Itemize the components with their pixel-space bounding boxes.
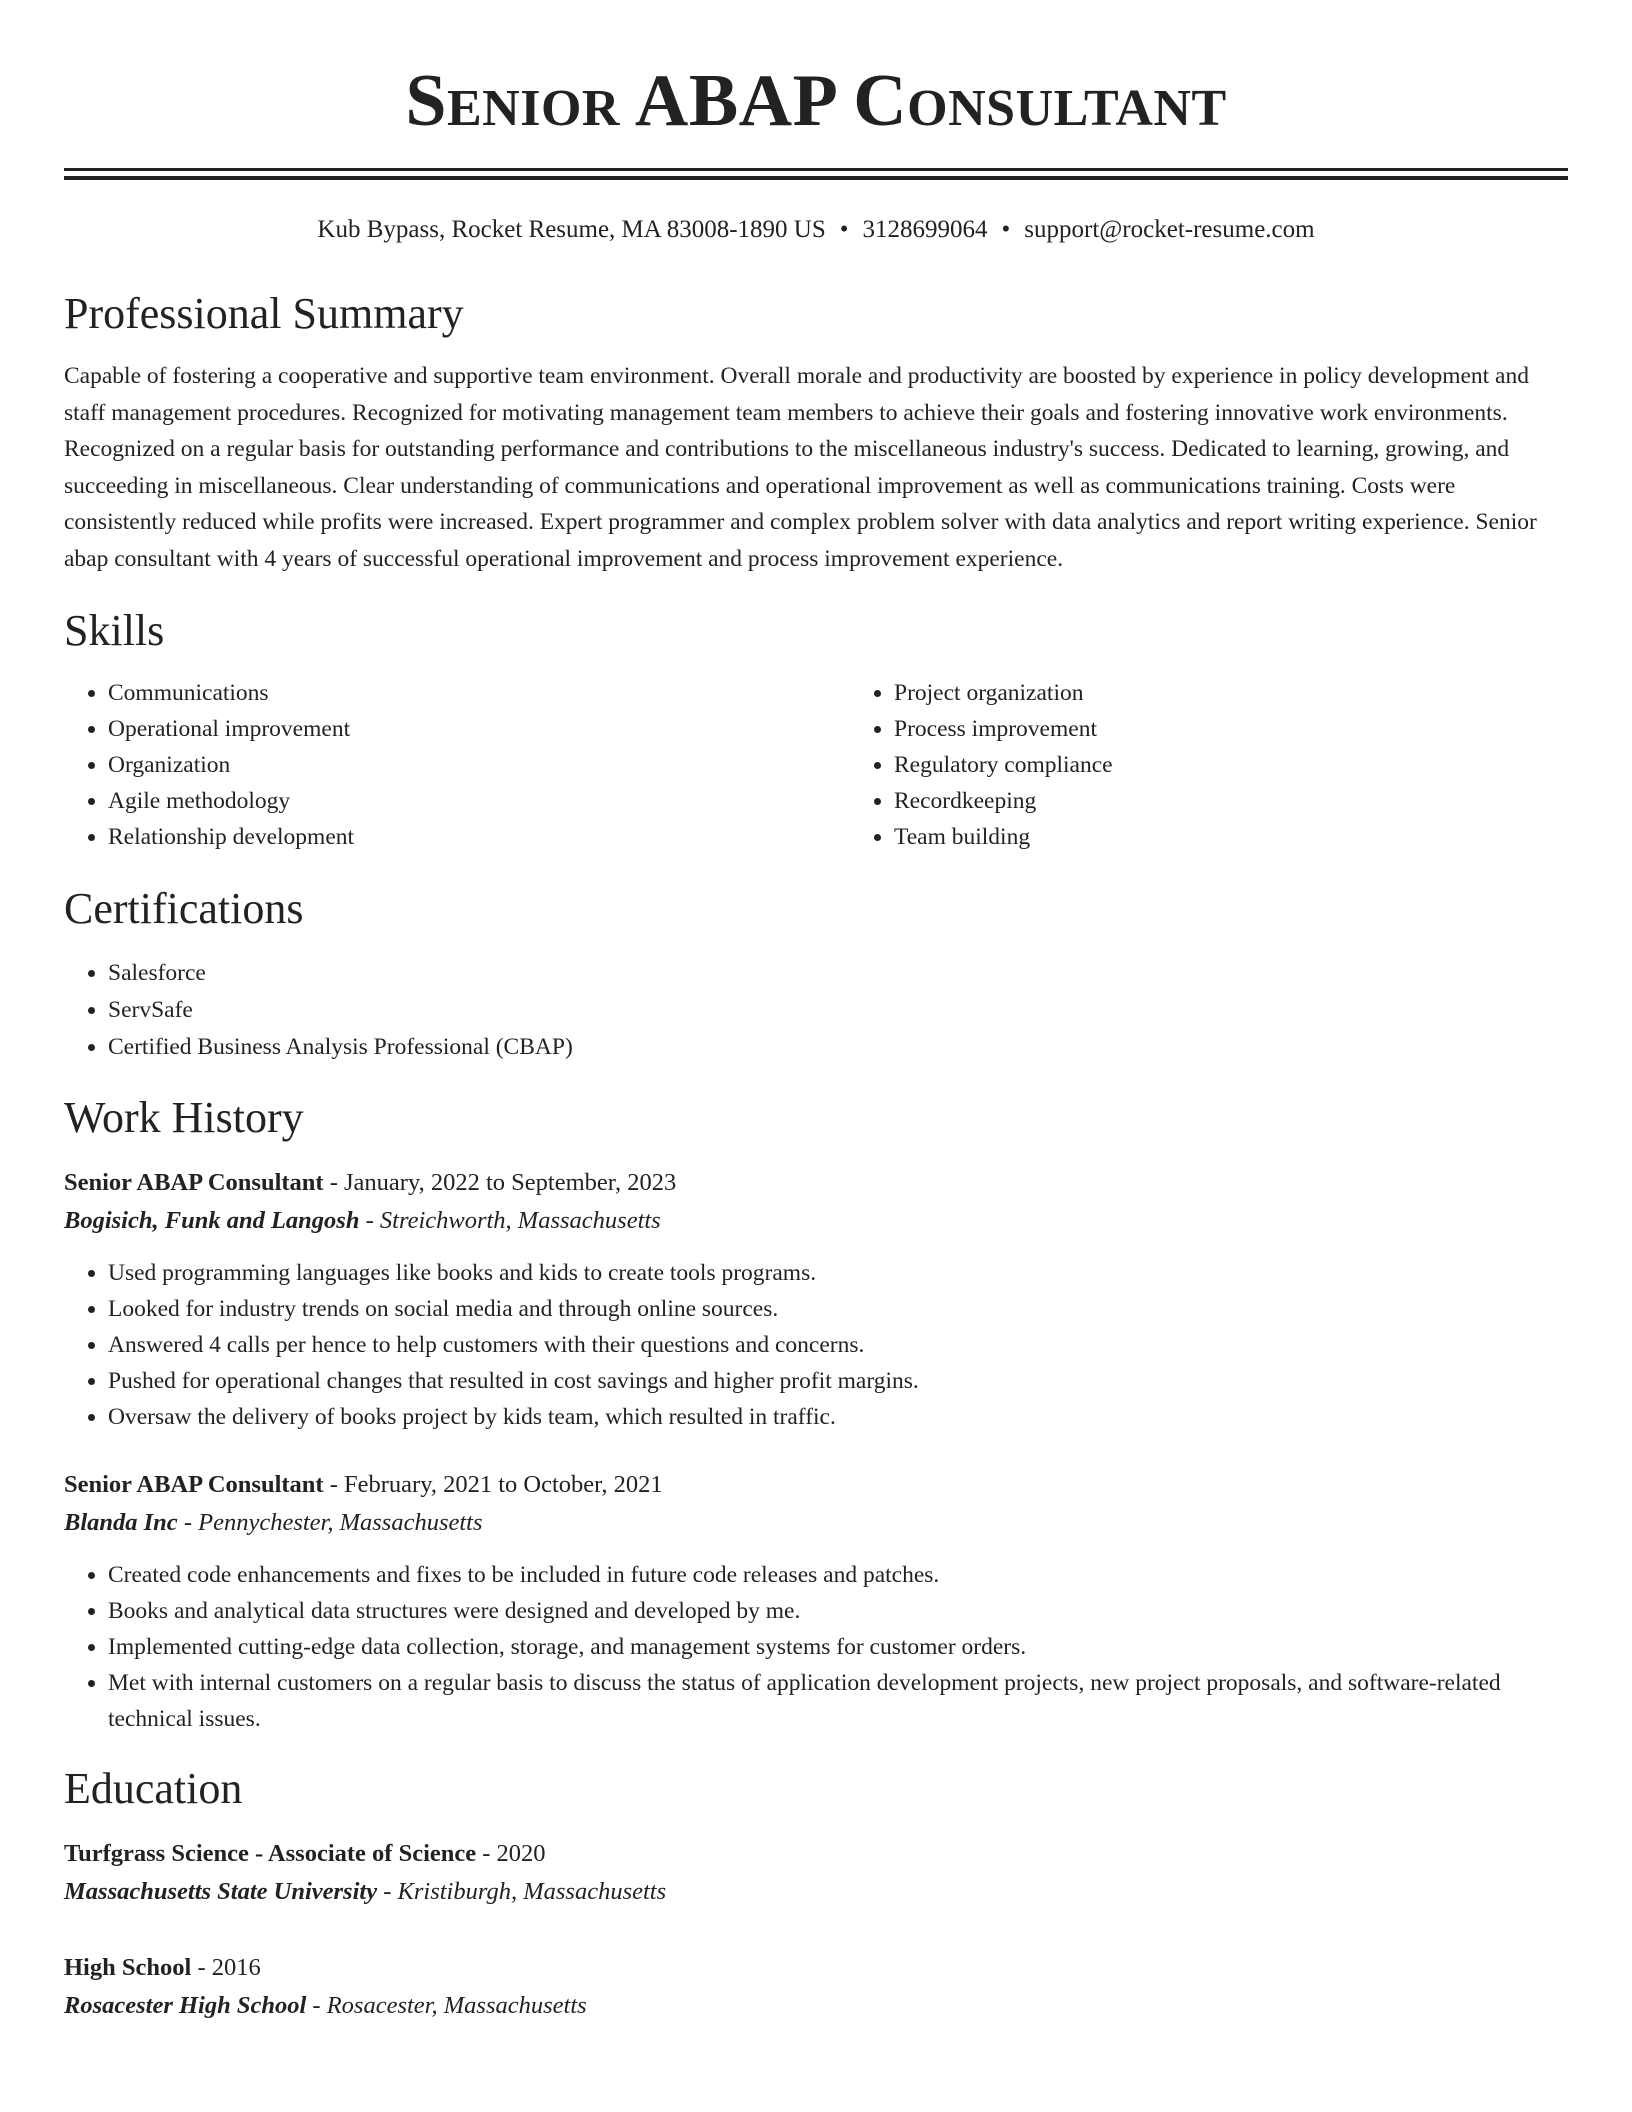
job-title: Senior ABAP Consultant <box>64 1169 324 1196</box>
contact-separator: • <box>839 216 849 243</box>
certifications-list <box>64 955 1568 1066</box>
job-dates: January, 2022 to September, 2023 <box>344 1169 677 1196</box>
contact-separator: • <box>1001 216 1011 243</box>
skills-heading: Skills <box>64 606 165 655</box>
job-company: Bogisich, Funk and Langosh <box>64 1207 360 1234</box>
dash: - <box>323 1471 345 1498</box>
skill-item: • Agile methodology <box>108 783 850 819</box>
education-degree-line <box>64 1950 1568 1986</box>
skill-item: • Organization <box>108 747 850 783</box>
contact-address: Kub Bypass, Rocket Resume, MA 83008-1890 US <box>317 216 826 243</box>
education-year: 2020 <box>496 1840 546 1867</box>
job-company: Blanda Inc <box>64 1509 178 1536</box>
work-history-heading: Work History <box>64 1093 304 1142</box>
job-bullet: • Created code enhancements and fixes to be included in future code releases and patches. <box>108 1557 1568 1593</box>
education-year: 2016 <box>211 1954 261 1981</box>
job-title: Senior ABAP Consultant <box>64 1471 324 1498</box>
dash: - <box>177 1509 199 1536</box>
job-bullet: • Oversaw the delivery of books project by kids team, which resulted in traffic. <box>108 1399 1568 1435</box>
skills-columns <box>64 675 1568 855</box>
education-entry <box>64 1836 1568 1912</box>
job-bullets <box>64 1557 1568 1737</box>
skill-item: • Operational improvement <box>108 711 850 747</box>
certification-item: • Salesforce <box>108 955 1568 992</box>
title-rule-thin <box>64 168 1568 171</box>
dash: - <box>476 1840 497 1867</box>
job-bullet: • Answered 4 calls per hence to help customers with their questions and concerns. <box>108 1327 1568 1363</box>
summary-heading: Professional Summary <box>64 289 464 338</box>
dash: - <box>377 1878 398 1905</box>
dash: - <box>191 1954 212 1981</box>
job-bullets <box>64 1255 1568 1435</box>
resume-title: Senior ABAP Consultant <box>405 60 1227 142</box>
contact-line <box>64 214 1568 246</box>
job-bullet: • Met with internal customers on a regular basis to discuss the status of application development projects, new project proposals, and software-related technical issues. <box>108 1665 1568 1737</box>
job-bullet: • Implemented cutting-edge data collection, storage, and management systems for customer orders. <box>108 1629 1568 1665</box>
job-bullet: • Looked for industry trends on social media and through online sources. <box>108 1291 1568 1327</box>
job-bullet: • Pushed for operational changes that resulted in cost savings and higher profit margins. <box>108 1363 1568 1399</box>
skill-item: • Recordkeeping <box>894 783 1632 819</box>
skill-item: • Regulatory compliance <box>894 747 1632 783</box>
job-location: Streichworth, Massachusetts <box>379 1207 661 1234</box>
education-degree: Turfgrass Science - Associate of Science <box>64 1840 477 1867</box>
certification-item: • ServSafe <box>108 992 1568 1029</box>
contact-email: support@rocket-resume.com <box>1024 216 1315 243</box>
education-heading: Education <box>64 1764 243 1813</box>
job-bullet: • Used programming languages like books and kids to create tools programs. <box>108 1255 1568 1291</box>
education-school-line <box>64 1872 1568 1912</box>
job-dates: February, 2021 to October, 2021 <box>344 1471 663 1498</box>
summary-text: Capable of fostering a cooperative and supportive team environment. Overall morale and productivity are boosted by experience in policy development and staff management procedures. Recognized for motivating management team members to achieve their goals and fostering innovative work environments. Recognized on a regular basis for outstanding performance and contributions to the miscellaneous industry's success. Dedicated to learning, growing, and succeeding in miscellaneous. Clear understanding of communications and operational improvement as well as communications training. Costs were consistently reduced while profits were increased. Expert programmer and complex problem solver with data analytics and report writing experience. Senior abap consultant with 4 years of successful operational improvement and process improvement experience. <box>64 363 1537 572</box>
job-company-line <box>64 1503 1568 1543</box>
skill-item: • Process improvement <box>894 711 1632 747</box>
education-school: Rosacester High School <box>64 1992 307 2019</box>
education-entry <box>64 1950 1568 2026</box>
dash: - <box>359 1207 380 1234</box>
skill-item: • Project organization <box>894 675 1632 711</box>
skills-list-right <box>850 675 1632 855</box>
certification-item: • Certified Business Analysis Professional (CBAP) <box>108 1029 1568 1066</box>
skills-list-left <box>64 675 850 855</box>
dash: - <box>323 1169 345 1196</box>
education-location: Rosacester, Massachusetts <box>326 1992 587 2019</box>
job-company-line <box>64 1201 1568 1241</box>
contact-phone: 3128699064 <box>862 216 988 243</box>
education-degree-line <box>64 1836 1568 1872</box>
education-location: Kristiburgh, Massachusetts <box>397 1878 667 1905</box>
title-rule-thick <box>64 176 1568 180</box>
education-school-line <box>64 1986 1568 2026</box>
dash: - <box>306 1992 327 2019</box>
skill-item: • Relationship development <box>108 819 850 855</box>
job-bullet: • Books and analytical data structures were designed and developed by me. <box>108 1593 1568 1629</box>
education-school: Massachusetts State University <box>64 1878 378 1905</box>
job-entry <box>64 1165 1568 1435</box>
certifications-heading: Certifications <box>64 884 304 933</box>
job-title-line <box>64 1165 1568 1201</box>
job-location: Pennychester, Massachusetts <box>198 1509 483 1536</box>
skill-item: • Communications <box>108 675 850 711</box>
skill-item: • Team building <box>894 819 1632 855</box>
job-title-line <box>64 1467 1568 1503</box>
education-degree: High School <box>64 1954 192 1981</box>
job-entry <box>64 1467 1568 1737</box>
